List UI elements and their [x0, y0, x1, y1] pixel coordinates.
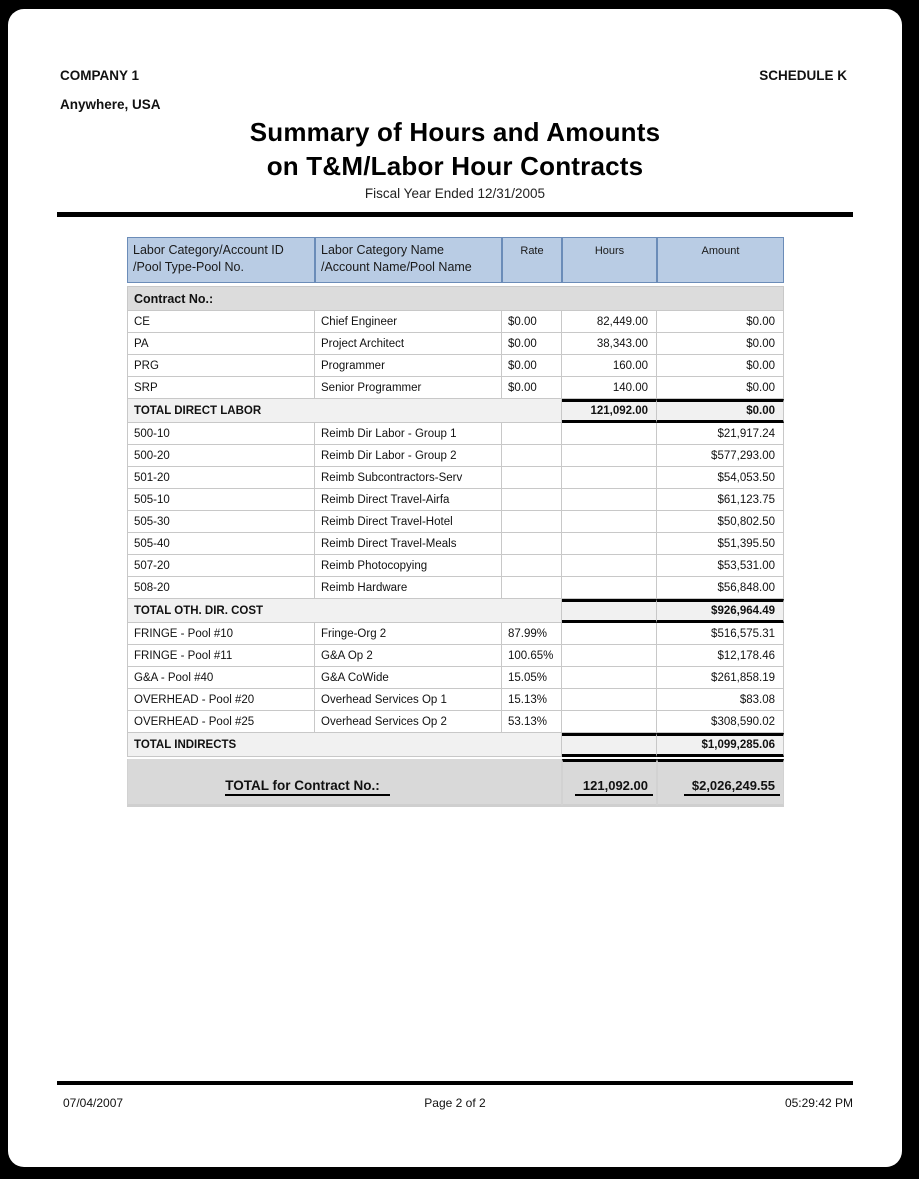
grand-total-label-text: TOTAL for Contract No.:	[225, 778, 390, 796]
cell-id: 505-30	[127, 511, 315, 533]
cell-name: Fringe-Org 2	[315, 623, 502, 645]
cell-rate	[502, 467, 562, 489]
cell-hours	[562, 555, 657, 577]
table-row	[127, 689, 784, 711]
cell-amount: $50,802.50	[657, 511, 784, 533]
cell-hours: 140.00	[562, 377, 657, 399]
column-header-line: Labor Category Name	[321, 243, 444, 257]
total-label: TOTAL OTH. DIR. COST	[127, 599, 562, 623]
cell-rate	[502, 555, 562, 577]
cell-amount: $21,917.24	[657, 423, 784, 445]
cell-amount: $0.00	[657, 311, 784, 333]
report-title-line2: on T&M/Labor Hour Contracts	[266, 151, 644, 181]
cell-rate: 53.13%	[502, 711, 562, 733]
cell-name: Reimb Direct Travel-Hotel	[315, 511, 502, 533]
table-row	[127, 445, 784, 467]
cell-rate: 87.99%	[502, 623, 562, 645]
cell-name: Reimb Dir Labor - Group 1	[315, 423, 502, 445]
cell-name: G&A Op 2	[315, 645, 502, 667]
cell-rate	[502, 533, 562, 555]
cell-name: Overhead Services Op 2	[315, 711, 502, 733]
table-row	[127, 577, 784, 599]
footer-date: 07/04/2007	[63, 1096, 124, 1110]
cell-name: Reimb Subcontractors-Serv	[315, 467, 502, 489]
cell-hours	[562, 667, 657, 689]
cell-amount: $0.00	[657, 355, 784, 377]
total-indirects-row	[127, 733, 784, 757]
section-header-row	[127, 286, 784, 311]
cell-amount: $83.08	[657, 689, 784, 711]
cell-id: 508-20	[127, 577, 315, 599]
table-row	[127, 489, 784, 511]
cell-amount: $0.00	[657, 333, 784, 355]
cell-hours	[562, 489, 657, 511]
cell-amount: $12,178.46	[657, 645, 784, 667]
cell-name: Project Architect	[315, 333, 502, 355]
cell-rate	[502, 577, 562, 599]
column-header-amount: Amount	[657, 237, 784, 283]
total-hours	[562, 599, 657, 623]
cell-id: 501-20	[127, 467, 315, 489]
total-label: TOTAL INDIRECTS	[127, 733, 562, 757]
cell-amount: $516,575.31	[657, 623, 784, 645]
total-amount: $1,099,285.06	[657, 733, 784, 757]
cell-id: G&A - Pool #40	[127, 667, 315, 689]
cell-hours: 82,449.00	[562, 311, 657, 333]
total-amount: $0.00	[657, 399, 784, 423]
total-hours	[562, 733, 657, 757]
cell-name: Reimb Direct Travel-Meals	[315, 533, 502, 555]
cell-id: 505-10	[127, 489, 315, 511]
table-header-row	[127, 237, 784, 283]
total-direct-labor-row	[127, 399, 784, 423]
table-row	[127, 711, 784, 733]
table-row	[127, 467, 784, 489]
table-row	[127, 355, 784, 377]
cell-rate: $0.00	[502, 333, 562, 355]
cell-hours	[562, 423, 657, 445]
cell-id: 505-40	[127, 533, 315, 555]
cell-rate: $0.00	[502, 377, 562, 399]
cell-name: Chief Engineer	[315, 311, 502, 333]
cell-name: Reimb Hardware	[315, 577, 502, 599]
cell-rate: $0.00	[502, 355, 562, 377]
total-hours: 121,092.00	[562, 399, 657, 423]
column-header-rate: Rate	[502, 237, 562, 283]
cell-rate: $0.00	[502, 311, 562, 333]
cell-hours	[562, 467, 657, 489]
top-divider-rule	[57, 212, 853, 217]
cell-id: 507-20	[127, 555, 315, 577]
grand-total-row	[127, 759, 784, 807]
summary-table	[127, 237, 784, 807]
table-row	[127, 533, 784, 555]
cell-amount: $261,858.19	[657, 667, 784, 689]
cell-rate	[502, 511, 562, 533]
cell-hours	[562, 533, 657, 555]
total-label: TOTAL DIRECT LABOR	[127, 399, 562, 423]
cell-name: Overhead Services Op 1	[315, 689, 502, 711]
schedule-label: SCHEDULE K	[759, 68, 847, 83]
grand-total-hours	[562, 759, 657, 807]
cell-hours	[562, 511, 657, 533]
cell-rate	[502, 445, 562, 467]
cell-amount: $308,590.02	[657, 711, 784, 733]
cell-amount: $61,123.75	[657, 489, 784, 511]
table-row	[127, 667, 784, 689]
table-row	[127, 423, 784, 445]
cell-hours	[562, 623, 657, 645]
cell-id: OVERHEAD - Pool #25	[127, 711, 315, 733]
cell-rate: 15.05%	[502, 667, 562, 689]
table-row	[127, 311, 784, 333]
cell-id: PRG	[127, 355, 315, 377]
cell-name: G&A CoWide	[315, 667, 502, 689]
cell-amount: $53,531.00	[657, 555, 784, 577]
grand-total-amount-text: $2,026,249.55	[684, 778, 780, 796]
title-block	[57, 115, 853, 201]
summary-table-wrapper	[127, 237, 784, 807]
grand-total-hours-text: 121,092.00	[575, 778, 653, 796]
column-header-hours: Hours	[562, 237, 657, 283]
cell-name: Programmer	[315, 355, 502, 377]
cell-id: 500-10	[127, 423, 315, 445]
cell-id: SRP	[127, 377, 315, 399]
table-row	[127, 645, 784, 667]
cell-id: FRINGE - Pool #11	[127, 645, 315, 667]
cell-amount: $54,053.50	[657, 467, 784, 489]
column-header-line: Labor Category/Account ID	[133, 243, 284, 257]
total-odc-row	[127, 599, 784, 623]
column-header-labor-category-name	[315, 237, 502, 283]
cell-rate	[502, 423, 562, 445]
cell-id: OVERHEAD - Pool #20	[127, 689, 315, 711]
cell-id: 500-20	[127, 445, 315, 467]
table-row	[127, 377, 784, 399]
cell-hours	[562, 689, 657, 711]
cell-rate: 100.65%	[502, 645, 562, 667]
cell-name: Reimb Direct Travel-Airfa	[315, 489, 502, 511]
column-header-line: /Pool Type-Pool No.	[133, 260, 244, 274]
column-header-line: /Account Name/Pool Name	[321, 260, 472, 274]
cell-name: Reimb Dir Labor - Group 2	[315, 445, 502, 467]
cell-hours: 160.00	[562, 355, 657, 377]
cell-amount: $0.00	[657, 377, 784, 399]
table-row	[127, 333, 784, 355]
cell-id: PA	[127, 333, 315, 355]
cell-hours	[562, 577, 657, 599]
total-amount: $926,964.49	[657, 599, 784, 623]
cell-id: CE	[127, 311, 315, 333]
grand-total-label	[127, 759, 562, 807]
bottom-divider-rule	[57, 1081, 853, 1085]
grand-total-amount	[657, 759, 784, 807]
footer-page-number: Page 2 of 2	[424, 1096, 486, 1110]
cell-rate	[502, 489, 562, 511]
cell-hours	[562, 445, 657, 467]
footer-time: 05:29:42 PM	[784, 1096, 853, 1110]
table-row	[127, 623, 784, 645]
report-title-line1: Summary of Hours and Amounts	[249, 117, 661, 147]
cell-hours	[562, 711, 657, 733]
cell-rate: 15.13%	[502, 689, 562, 711]
cell-hours	[562, 645, 657, 667]
cell-name: Senior Programmer	[315, 377, 502, 399]
table-row	[127, 555, 784, 577]
report-page	[8, 9, 902, 1167]
company-name: COMPANY 1	[60, 68, 140, 83]
report-subtitle: Fiscal Year Ended 12/31/2005	[364, 186, 546, 201]
cell-amount: $577,293.00	[657, 445, 784, 467]
column-header-labor-category-id	[127, 237, 315, 283]
table-row	[127, 511, 784, 533]
section-label: Contract No.:	[127, 286, 784, 311]
cell-id: FRINGE - Pool #10	[127, 623, 315, 645]
page-footer	[57, 1096, 853, 1114]
cell-name: Reimb Photocopying	[315, 555, 502, 577]
company-location: Anywhere, USA	[60, 97, 161, 112]
cell-hours: 38,343.00	[562, 333, 657, 355]
cell-amount: $51,395.50	[657, 533, 784, 555]
cell-amount: $56,848.00	[657, 577, 784, 599]
